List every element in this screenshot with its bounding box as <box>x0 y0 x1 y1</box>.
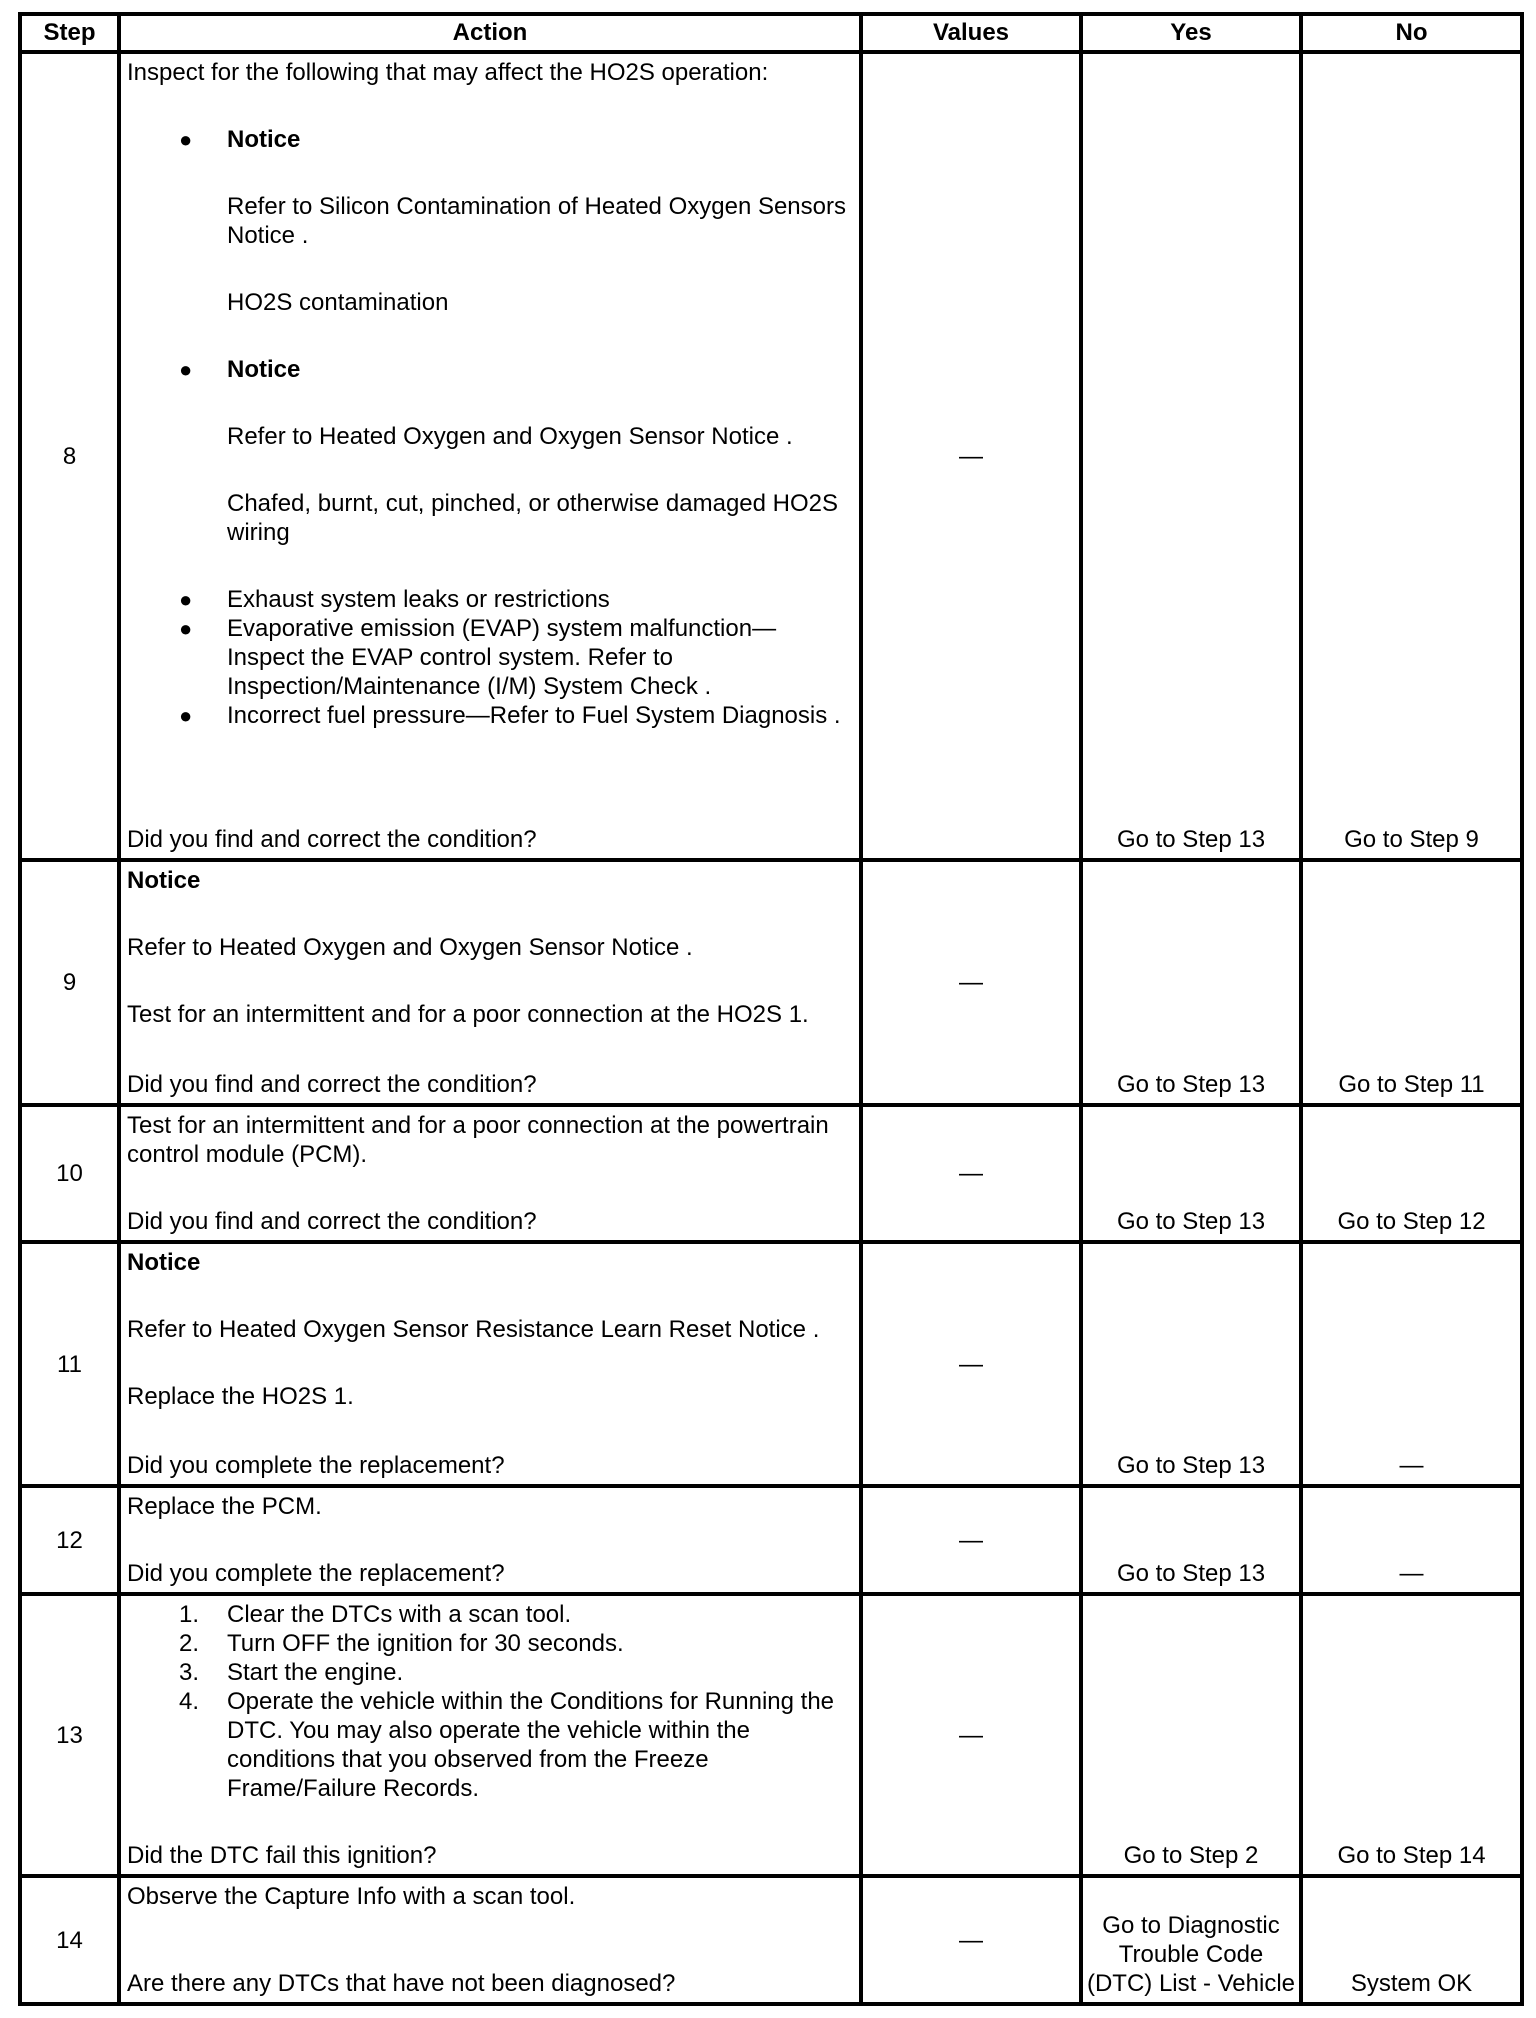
header-row <box>20 14 1522 52</box>
yes-outcome: Go to Step 13 <box>1081 1242 1301 1486</box>
table-row-step-9 <box>20 860 1522 1105</box>
list-number: 1. <box>179 1601 200 1628</box>
step-number: 8 <box>20 52 119 860</box>
list-item <box>127 1600 853 1629</box>
diagnostic-steps-table <box>18 12 1524 2006</box>
table-row-step-13 <box>20 1594 1522 1876</box>
notice-title: Notice <box>227 126 301 153</box>
list-text: Turn OFF the ignition for 30 seconds. <box>227 1630 624 1657</box>
action-instruction: Test for an intermittent and for a poor connection at the powertrain control module (PCM). <box>127 1112 829 1168</box>
header-values: Values <box>861 14 1081 52</box>
no-outcome: Go to Step 14 <box>1301 1594 1522 1876</box>
step-number: 10 <box>20 1105 119 1242</box>
list-number: 4. <box>179 1688 200 1715</box>
bullet-text: Incorrect fuel pressure—Refer to Fuel System Diagnosis . <box>227 702 841 729</box>
action-instruction: Test for an intermittent and for a poor connection at the HO2S 1. <box>127 1001 809 1028</box>
step-number: 9 <box>20 860 119 1105</box>
list-item <box>127 585 853 614</box>
list-item <box>127 1658 853 1687</box>
no-outcome: Go to Step 9 <box>1301 52 1522 860</box>
yes-outcome: Go to Step 2 <box>1081 1594 1301 1876</box>
bullet-list <box>127 355 853 384</box>
step-number: 12 <box>20 1486 119 1594</box>
action-instruction: Observe the Capture Info with a scan tool. <box>127 1883 576 1910</box>
list-item <box>127 355 853 384</box>
values-cell: — <box>861 1486 1081 1594</box>
no-outcome: System OK <box>1301 1876 1522 2004</box>
action-question: Are there any DTCs that have not been diagnosed? <box>127 1970 676 1997</box>
bullet-icon: ● <box>179 616 193 641</box>
table-row-step-12 <box>20 1486 1522 1594</box>
list-text: Clear the DTCs with a scan tool. <box>227 1601 572 1628</box>
bullet-list <box>127 585 853 730</box>
bullet-text: Evaporative emission (EVAP) system malfunction—Inspect the EVAP control system. Refer to Inspection/Maintenance (I/M) System Check . <box>227 615 777 700</box>
action-cell <box>119 1876 861 2004</box>
table-row-step-11 <box>20 1242 1522 1486</box>
action-intro: Inspect for the following that may affect the HO2S operation: <box>127 59 769 86</box>
yes-outcome: Go to Step 13 <box>1081 860 1301 1105</box>
action-instruction: Replace the PCM. <box>127 1493 322 1520</box>
yes-outcome: Go to Step 13 <box>1081 1486 1301 1594</box>
yes-outcome: Go to Step 13 <box>1081 52 1301 860</box>
yes-outcome: Go to Step 13 <box>1081 1105 1301 1242</box>
bullet-icon: ● <box>179 357 193 382</box>
list-item <box>127 125 853 154</box>
list-number: 3. <box>179 1659 200 1686</box>
step-number: 13 <box>20 1594 119 1876</box>
list-item <box>127 701 853 730</box>
action-cell <box>119 1242 861 1486</box>
no-outcome: — <box>1301 1486 1522 1594</box>
yes-outcome: Go to Diagnostic Trouble Code (DTC) List - Vehicle <box>1081 1876 1301 2004</box>
table-row-step-10 <box>20 1105 1522 1242</box>
action-instruction: Replace the HO2S 1. <box>127 1383 354 1410</box>
action-cell <box>119 860 861 1105</box>
action-question: Did you find and correct the condition? <box>127 1208 537 1235</box>
notice-reference: Refer to Heated Oxygen and Oxygen Sensor Notice . <box>227 423 793 450</box>
numbered-list <box>127 1600 853 1803</box>
table-row-step-8 <box>20 52 1522 860</box>
list-number: 2. <box>179 1630 200 1657</box>
notice-reference: Refer to Heated Oxygen and Oxygen Sensor Notice . <box>127 934 693 961</box>
list-item <box>127 1629 853 1658</box>
list-item <box>127 1687 853 1803</box>
action-cell <box>119 1486 861 1594</box>
notice-item: Chafed, burnt, cut, pinched, or otherwise damaged HO2S wiring <box>227 490 839 546</box>
step-number: 14 <box>20 1876 119 2004</box>
diagnostic-table-page <box>18 12 1520 2006</box>
bullet-text: Exhaust system leaks or restrictions <box>227 586 610 613</box>
bullet-icon: ● <box>179 127 193 152</box>
action-question: Did the DTC fail this ignition? <box>127 1842 437 1869</box>
values-cell: — <box>861 1876 1081 2004</box>
action-question: Did you complete the replacement? <box>127 1560 505 1587</box>
values-cell: — <box>861 860 1081 1105</box>
list-text: Operate the vehicle within the Conditions for Running the DTC. You may also operate the vehicle within the conditions that you observed from the Freeze Frame/Failure Records. <box>227 1688 835 1802</box>
values-cell: — <box>861 52 1081 860</box>
list-text: Start the engine. <box>227 1659 404 1686</box>
values-cell: — <box>861 1594 1081 1876</box>
no-outcome: — <box>1301 1242 1522 1486</box>
table-row-step-14 <box>20 1876 1522 2004</box>
bullet-icon: ● <box>179 703 193 728</box>
list-item <box>127 614 853 701</box>
notice-title: Notice <box>127 867 201 894</box>
values-cell: — <box>861 1105 1081 1242</box>
bullet-list <box>127 125 853 154</box>
header-yes: Yes <box>1081 14 1301 52</box>
notice-title: Notice <box>127 1249 201 1276</box>
notice-reference: Refer to Heated Oxygen Sensor Resistance Learn Reset Notice . <box>127 1316 820 1343</box>
header-no: No <box>1301 14 1522 52</box>
action-question: Did you find and correct the condition? <box>127 1071 537 1098</box>
bullet-icon: ● <box>179 587 193 612</box>
notice-reference: Refer to Silicon Contamination of Heated Oxygen Sensors Notice . <box>227 193 846 249</box>
header-action: Action <box>119 14 861 52</box>
action-cell <box>119 1594 861 1876</box>
header-step: Step <box>20 14 119 52</box>
action-cell <box>119 1105 861 1242</box>
action-question: Did you find and correct the condition? <box>127 826 537 853</box>
no-outcome: Go to Step 11 <box>1301 860 1522 1105</box>
no-outcome: Go to Step 12 <box>1301 1105 1522 1242</box>
notice-item: HO2S contamination <box>227 289 449 316</box>
notice-title: Notice <box>227 356 301 383</box>
step-number: 11 <box>20 1242 119 1486</box>
action-question: Did you complete the replacement? <box>127 1452 505 1479</box>
values-cell: — <box>861 1242 1081 1486</box>
action-cell <box>119 52 861 860</box>
